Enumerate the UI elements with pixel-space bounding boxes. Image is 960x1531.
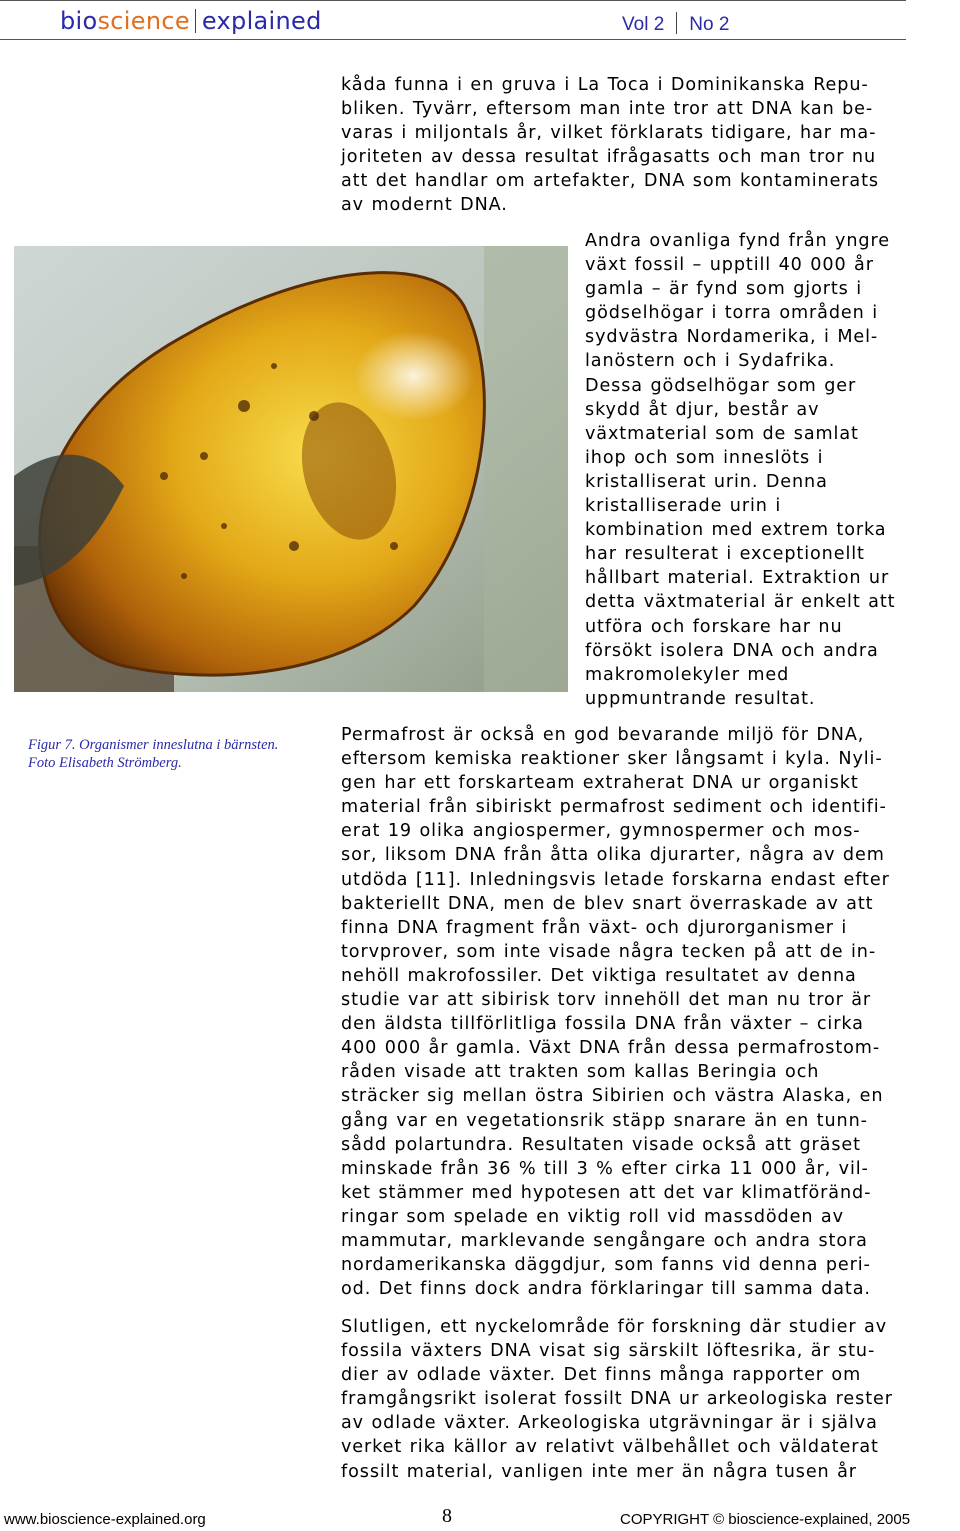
text-line: att det handlar om artefakter, DNA som kontaminerats [341,171,879,192]
footer-copyright: COPYRIGHT © bioscience-explained, 2005 [620,1511,911,1528]
text-line: dier av odlade växter. Det finns många rapporter om [341,1365,862,1386]
text-line: 400 000 år gamla. Växt DNA från dessa permafrostom- [341,1038,881,1059]
text-line: växtmaterial som de samlat [585,423,859,444]
text-line: material från sibiriskt permafrost sediment och identifi- [341,797,887,818]
text-line: minskade från 36 % till 3 % efter cirka 11 000 år, vil- [341,1158,869,1179]
text-line: joriteten av dessa resultat ifrågasatts och man tror nu [341,147,877,168]
text-line: finna DNA fragment från växt- och djurorganismer i [341,917,848,938]
page-header [0,0,906,40]
text-line: fossilt material, vanligen inte mer än några tusen år [341,1461,857,1482]
text-line: kristalliserade urin i [585,496,782,517]
text-line: lanöstern och i Sydafrika. [585,351,836,372]
footer-website: www.bioscience-explained.org [4,1511,206,1528]
text-line: kåda funna i en gruva i La Toca i Dominikanska Repu- [341,75,869,95]
text-line: utdöda [11]. Inledningsvis letade forskarna endast efter [341,869,890,890]
text-line: ihop och som inneslöts i [585,447,824,468]
issue-info [622,12,729,36]
text-line: detta växtmaterial är enkelt att [585,592,896,613]
text-line: makromolekyler med [585,664,790,685]
text-line: studie var att sibirisk torv innehöll det man nu tror är [341,990,872,1011]
text-line: skydd åt djur, består av [585,399,820,420]
text-line: sydvästra Nordamerika, i Mel- [585,327,879,348]
text-line: ringar som spelade en viktig roll vid massdöden av [341,1206,844,1227]
text-line: Permafrost är också en god bevarande miljö för DNA, [341,725,865,745]
volume-label: Vol 2 [622,14,665,35]
text-line: uppmuntrande resultat. [585,688,816,709]
text-line: Andra ovanliga fynd från yngre [585,231,890,251]
text-line: verket rika källor av relativt välbehållet och väldaterat [341,1437,879,1458]
text-line: gamla – är fynd som gjorts i [585,279,863,300]
paragraph-permafrost [341,723,890,1301]
text-line: Dessa gödselhögar som ger [585,375,857,396]
text-line: framgångsrikt isolerat fossilt DNA ur arkeologiska rester [341,1389,893,1410]
text-line: nehöll makrofossiler. Det viktiga resultatet av denna [341,965,857,986]
amber-photo [14,246,568,692]
text-line: växt fossil – upptill 40 000 år [585,255,874,276]
text-line: nordamerikanska däggdjur, som fanns vid denna peri- [341,1255,871,1276]
paragraph-cultivated-plants [341,1315,893,1484]
text-line: av odlade växter. Arkeologiska utgrävningar är i själva [341,1413,878,1434]
text-line: sträcker sig mellan östra Sibirien och västra Alaska, en [341,1086,884,1107]
text-line: försökt isolera DNA och andra [585,640,879,661]
text-line: Slutligen, ett nyckelområde för forskning där studier av [341,1317,888,1337]
text-line: gödselhögar i torra områden i [585,303,878,324]
text-line: od. Det finns dock andra förklaringar till samma data. [341,1279,871,1300]
text-line: gång var en vegetationsrik stäpp snarare än en tunn- [341,1110,868,1131]
text-line: sådd polartundra. Resultaten visade också att gräset [341,1134,861,1155]
text-line: ket stämmer med hypotesen att det var klimatföränd- [341,1182,872,1203]
text-line: kombination med extrem torka [585,520,887,541]
text-line: varas i miljontals år, vilket förklarats tidigare, har ma- [341,123,877,144]
text-line: kristalliserat urin. Denna [585,471,828,492]
text-line: har resulterat i exceptionellt [585,544,865,565]
text-line: torvprover, som inte visade några tecken på att de in- [341,941,877,962]
page-number: 8 [442,1505,452,1527]
text-line: sor, liksom DNA från åtta olika djurarter, några av dem [341,845,885,866]
brand-logo: bioscience explained [60,7,322,35]
text-line: råden visade att trakten som kallas Beringia och [341,1062,820,1083]
paragraph-intro [341,73,879,218]
text-line: erat 19 olika angiospermer, gymnospermer och mos- [341,821,861,842]
text-line: hållbart material. Extraktion ur [585,568,890,589]
text-line: fossila växters DNA visat sig särskilt löftesrika, är stu- [341,1341,876,1362]
text-line: den äldsta tillförlitliga fossila DNA från växter – cirka [341,1014,864,1035]
text-line: eftersom kemiska reaktioner sker långsamt i kyla. Nyli- [341,749,883,770]
text-line: utföra och forskare har nu [585,616,843,637]
text-line: bliken. Tyvärr, eftersom man inte tror att DNA kan be- [341,99,874,120]
text-line: gen har ett forskarteam extraherat DNA ur organiskt [341,773,859,794]
figure-caption: Figur 7. Organismer inneslutna i bärnsten. Foto Elisabeth Strömberg. [28,737,279,771]
text-line: av modernt DNA. [341,195,508,216]
text-line: bakteriellt DNA, men de blev snart överraskade av att [341,893,874,914]
issue-number: No 2 [689,14,730,35]
text-line: mammutar, marklevande sengångare och andra stora [341,1230,868,1251]
paragraph-dung-fossils [585,229,895,711]
